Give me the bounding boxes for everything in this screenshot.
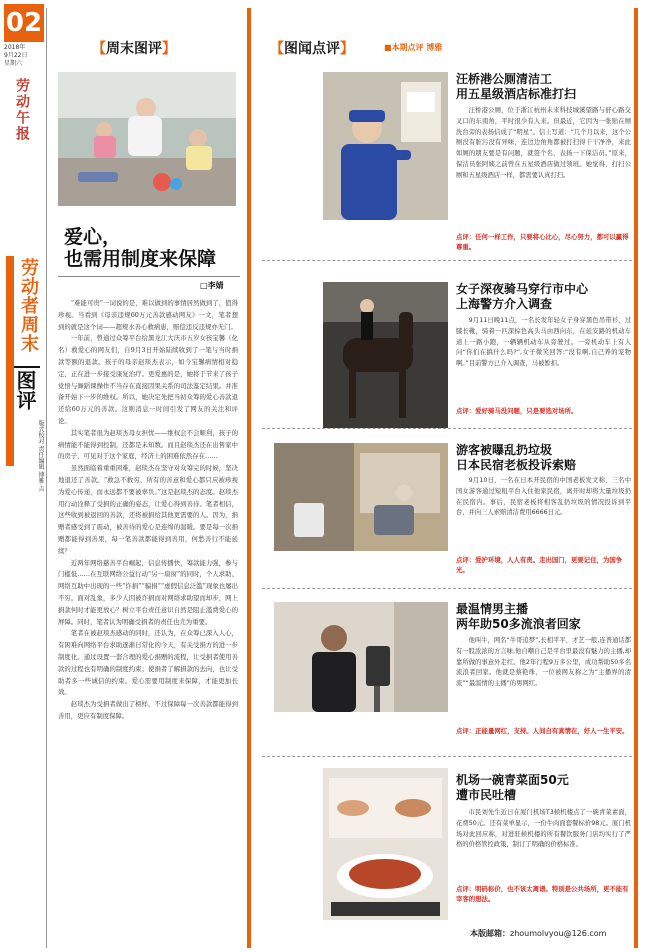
item-2-body-text: 9月11日晚11点，一名长发年轻女子身穿黑色吊带衫，过膝长靴，骑着一匹深棕色高头马由西向东，在延安路的机动车道上一路小跑，一辆辆机动车从旁驶过。一旁机动车上有人问“你们在搞什么吗?”,女子微笑回答:“没有啊,自己养的宠物啊。”目前警方已介入调查，马被暂扣。 bbox=[456, 317, 631, 368]
item-1-title-line-1: 汪桥港公厕清洁工 bbox=[456, 72, 553, 86]
item-2-title bbox=[456, 282, 631, 312]
item-divider bbox=[262, 428, 632, 429]
item-1-title-line-2: 用五星级酒店标准打扫 bbox=[456, 87, 577, 101]
item-5-title-line-1: 机场一碗青菜面50元 bbox=[456, 773, 569, 787]
item-1-body bbox=[456, 106, 631, 182]
item-3-comment: 点评：爱护环境，人人有责。走出国门，更要记住，为国争光。 bbox=[456, 556, 623, 574]
article-paragraph: 其实笔者很为赵琰杰母女担忧——维权会不会顺利，孩子的病情能不能得到控制，还都是未知数。而且赵琰杰还在出售家中的房子，可见对于这个家庭，经济上的困难依然存在…… bbox=[58, 428, 238, 461]
item-5-title-line-2: 遭市民吐槽 bbox=[456, 788, 517, 802]
item-5-title bbox=[456, 773, 631, 803]
date-day: 9月22日 bbox=[4, 52, 28, 59]
item-photo-horse bbox=[323, 282, 448, 428]
item-3-title-line-2: 日本民宿老板投诉索赔 bbox=[456, 458, 577, 472]
item-4-title-line-1: 最温情男主播 bbox=[456, 602, 529, 616]
headline-line-2: 也需用制度来保障 bbox=[64, 248, 217, 270]
issue-date bbox=[4, 44, 46, 68]
item-1-comment: 点评：任何一样工作，只要将心比心，尽心努力，都可以赢得尊重。 bbox=[456, 233, 629, 251]
item-divider bbox=[262, 588, 632, 589]
item-1-title bbox=[456, 72, 631, 102]
item-4-title bbox=[456, 602, 631, 632]
page-number: 02 bbox=[4, 4, 44, 42]
editor-credits: 版式校对 责任编辑 博雅 吉 bbox=[37, 420, 44, 492]
streamer-photo bbox=[274, 602, 448, 712]
article-paragraph: 虽然面临着重重困难，赵琰杰在坚守对众筹完的时候，坚决地退还了善款。“救急不救穷，所有的善意和爱心都只应被珍视为爱心传递，而永远都不要被辜负。”这是赵琰杰的态度。赵琰杰用行动诠释了受捐的正确的姿态，让爱心得到善待。笔者相信，这些收到被退回的善款，还将被捐给其他更需要的人。因为，捐赠者感受到了震动，被善待的爱心是连绵的温暖。要是每一次捐赠都能得到善果，每一笔善款都能得到善用，何愁善行不能延续？ bbox=[58, 464, 238, 555]
footer-email-address[interactable]: zhoumolvyou@126.com bbox=[510, 929, 607, 938]
article-byline: □李婧 bbox=[200, 281, 224, 290]
article-photo bbox=[58, 72, 236, 206]
column-editor: ■本期点评 博雅 bbox=[384, 43, 443, 52]
headline-rule bbox=[58, 276, 240, 277]
article-body bbox=[58, 298, 238, 944]
column-rule-right bbox=[634, 8, 638, 948]
item-3-title-line-1: 游客被曝乱扔垃圾 bbox=[456, 443, 553, 457]
item-3-title bbox=[456, 443, 631, 473]
left-section-header: 【周末图评】 bbox=[92, 41, 176, 57]
item-2-title-line-1: 女子深夜骑马穿行市中心 bbox=[456, 282, 589, 296]
article-paragraph: “难能可贵”一词说的是，难以做到的事情居然做到了，值得珍视。当看到《母亲违规60万元善款感动网友》一文，笔者想到的就是这个词——超规水善心救病患，赔偿违反违规亦无门。 bbox=[58, 299, 238, 331]
item-4-title-line-2: 两年助50多流浪者回家 bbox=[456, 617, 581, 631]
item-3-body bbox=[456, 476, 631, 519]
footer-email bbox=[470, 928, 606, 939]
article-paragraph: 赵琰杰为受捐者做出了榜样，不过保障每一次善款都能得到善用，更应有制度保障。 bbox=[58, 700, 238, 720]
date-year: 2018年 bbox=[4, 44, 26, 51]
section-subtitle: 图评 bbox=[14, 366, 40, 410]
article-paragraph: 一年前，曾通过众筹平台给黑龙江大庆市五岁女孩宝馨（化名）救爱心的网友们，自9月3日开始陆续收到了一笔与当时捐款等额的退款。孩子的母亲赵琰杰表示，如今宝馨病情相对稳定，正在进一步接受康复治疗。更爱惠的是，她将于节来了孩子党悟与舞蹈课操作不当存在直接因果关系的司法鉴定结果。并准备开始下一步的维权。所以，她决定先把当初众筹的爱心善款退还给60万元的善款。这则消息一时间引发了网友的关注和评论。 bbox=[58, 334, 238, 425]
right-section-title: 图闻点评 bbox=[284, 41, 340, 57]
date-weekday: 星期六 bbox=[4, 60, 23, 67]
column-rule-orange bbox=[247, 8, 251, 948]
garbage-photo bbox=[274, 443, 448, 551]
children-hospital-photo bbox=[58, 72, 236, 206]
item-2-title-line-2: 上海警方介入调查 bbox=[456, 297, 553, 311]
cleaner-photo bbox=[323, 72, 448, 220]
item-photo-streamer bbox=[274, 602, 448, 712]
item-2-body bbox=[456, 316, 631, 370]
item-photo-cleaner bbox=[323, 72, 448, 220]
item-5-comment: 点评：明码标价，也不该太离谱。特别是公共场所，更不能有宰客的想法。 bbox=[456, 885, 629, 903]
item-photo-garbage bbox=[274, 443, 448, 551]
item-4-body bbox=[456, 636, 631, 690]
item-4-body-text: 他叫牛，网名“牛哥追梦”,长相平平，才艺一般,连普通话都有一股浓浓的方言味,他自嘲自己是平台里最没有魅力的主播,却靠所做的事意外走红。他2年行程9万多公里，成功帮助50多名流浪者回家。他就是蔡艳珠，一位被网友称之为“主播界的清流”“最温情的主播”的男网红。 bbox=[456, 637, 631, 688]
section-name: 劳动者周末 bbox=[18, 258, 39, 353]
newspaper-logo: 劳动午报 bbox=[14, 78, 30, 142]
footer-label: 本版邮箱： bbox=[470, 929, 510, 938]
right-section-header: 【图闻点评】 bbox=[270, 41, 354, 57]
article-headline bbox=[64, 226, 244, 270]
noodle-photo bbox=[323, 768, 448, 920]
item-photo-noodles bbox=[323, 768, 448, 920]
item-3-body-text: 9月10日，一名在日本开民宿的中国老板发文称，三名中国女游客通过短租平台入住他家民宿，离开时却将大量垃圾扔在民宿内。事后，民宿老板将相客乱扔垃圾的情况投诉到平台，并向三人索赔清洁费用6666日元。 bbox=[456, 477, 631, 517]
article-paragraph: 近两年网络慈善平台崛起，信息传播快，筹款能力强，参与门槛低……在互联网络公益行动“另一扇窗”的同时，个人求助、网络互助中出现的一些“诈捐”“骗捐”“虚假信息泛滥”现象也屡出不穷。面对乱象，多少人因被诈捐而对网络求助望而却步，网上捐款何时才能更放心？树立平台责任意识自然是阻止滥费爱心的屏障。同时，笔者认为明确受捐者的责任也尤为重要。 bbox=[58, 558, 238, 626]
article-paragraph: 笔者在被赵琰杰感动的同时，还认为，在众筹已深入人心，有困难向网络平台求助逐渐日常化的今天，有关受捐方的进一步制度化。通过设置一套合理的爱心捐赠的流程，让受捐者使用善款的过程也有明确的制度约束；使捐者了解捐款的去向，也让受助者多一些诚信的约束。爱心需要用制度来保障，才能更加长效。 bbox=[58, 629, 238, 697]
section-color-bar bbox=[6, 256, 14, 466]
item-1-body-text: 汪桥港公厕，位于浙江杭州未来科技城溪望路与舒心路交叉口的东南角，平时很少有人来。但最近，它因为一张贴在厕洗台旁的表扬信成了“明星”。信上写道：“几个月以来，这个公厕没有脏污没有异味，连边边角角都被打扫得干干净净，来此如厕的朋友要是有问题，就签个名，表扬一下保洁员。”原来，保洁员张阿姨之前曾在五星级酒店做过领班。她觉得，打扫公厕和五星级酒店一样，都需要认真打扫。 bbox=[456, 107, 631, 179]
headline-line-1: 爱心， bbox=[64, 226, 122, 248]
horse-rider-photo bbox=[323, 282, 448, 428]
item-4-comment: 点评：正能量网红，支持。人间自有真情在，好人一生平安。 bbox=[456, 727, 629, 735]
column-rule-left bbox=[46, 8, 47, 948]
left-section-title: 周末图评 bbox=[106, 41, 162, 57]
item-5-body bbox=[456, 808, 631, 851]
item-2-comment: 点评：爱好骑马没问题，只是要选对场所。 bbox=[456, 407, 578, 415]
item-divider bbox=[262, 756, 632, 757]
item-5-body-text: 市民刘先生近日在厦门机场T3候机楼点了一碗青菜素面，花费50元。还有菜单显示，一份牛肉面套餐标价98元。厦门机场对此回应称，对进驻候机楼的所有餐饮服务门店均实行了严格的价格管控政策，制订了明确的价格标准。 bbox=[456, 809, 631, 849]
item-divider bbox=[262, 260, 632, 261]
